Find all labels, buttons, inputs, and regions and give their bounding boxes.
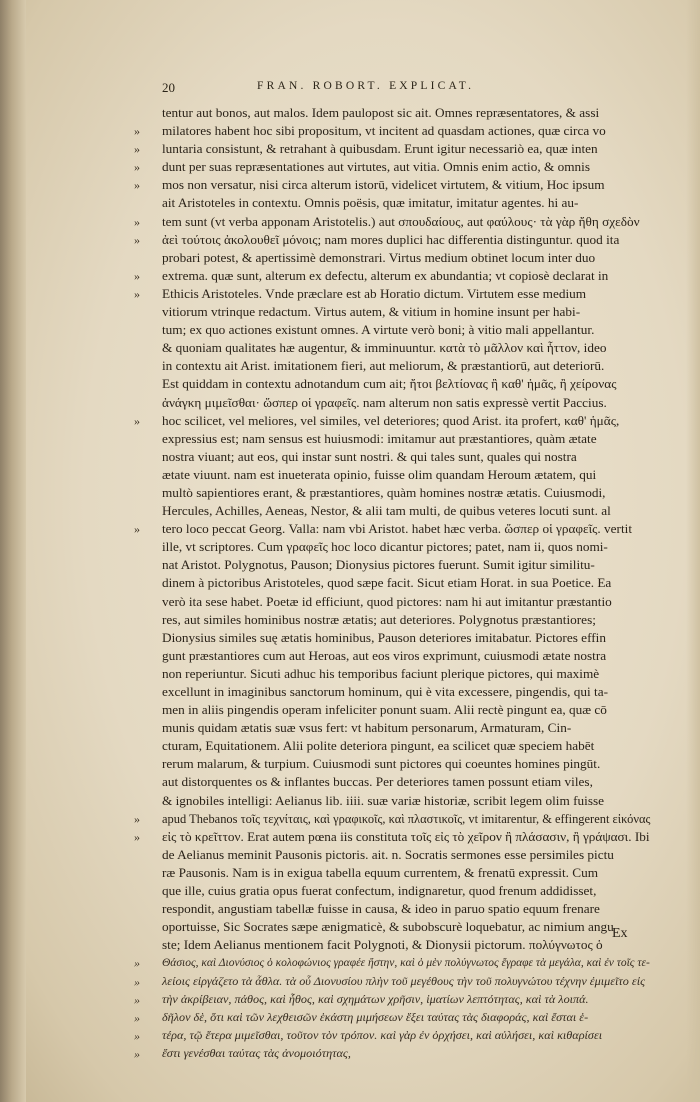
text-line (162, 430, 650, 448)
line-text: multò sapientiores erant, & præstantiores, quàm homines nostræ ætatis. Cuiusmodi, (162, 485, 606, 500)
text-line (162, 846, 650, 864)
quotation-marker: » (134, 142, 140, 157)
line-text: milatores habent hoc sibi propositum, vt incitent ad quasdam actiones, quæ circa vo (162, 124, 606, 139)
text-line (162, 629, 650, 647)
line-text: men in aliis pingendis operam infeliciter ponunt suam. Alii rectè pingunt ea, quæ cō (162, 703, 607, 718)
text-line (162, 792, 650, 810)
text-line (162, 339, 650, 357)
line-text: expressius est; nam sensus est huiusmodi: imitamur aut præstantiores, quàm ætate (162, 431, 597, 446)
line-text: oportuisse, Sic Socrates sæpe ænigmaticè, & subobscurè loquebatur, ac nimium angu (162, 920, 614, 935)
line-text: tum; ex quo actiones existunt omnes. A virtute verò boni; à vitio mali appellantur. (162, 323, 595, 338)
text-line (162, 683, 650, 701)
quotation-marker: » (134, 1046, 140, 1061)
text-line (162, 647, 650, 665)
line-text: & ignobiles intelligi: Aelianus lib. iiii. suæ variæ historiæ, scribit legem olim fuisse (162, 793, 605, 808)
line-text: & quoniam qualitates hæ augentur, & imminuuntur. κατὰ τὸ μᾶλλον καὶ ἧττον, ideo (162, 341, 607, 356)
text-line (134, 991, 650, 1009)
text-line (162, 701, 650, 719)
line-text: ste; Idem Aelianus mentionem facit Polygnoti, & Dionysii pictorum. πολύγνωτος ὁ (162, 938, 603, 953)
line-text: hoc scilicet, vel meliores, vel similes, vel deteriores; quod Arist. ita profert, καθ' ἡμᾶς, (162, 413, 620, 428)
line-text: Ethicis Aristoteles. Vnde præclare est ab Horatio dictum. Virtutem esse medium (162, 286, 587, 301)
quotation-marker: » (134, 1010, 140, 1025)
line-text: gunt præstantiores cum aut Heroas, aut eos viros exprimunt, cuiusmodi ætate nostra (162, 648, 607, 663)
text-line (134, 285, 650, 303)
line-text: tem sunt (vt verba apponam Aristotelis.) aut σπουδαίους, aut φαύλους· τὰ γὰρ ἤθη σχεδὸν (162, 214, 640, 229)
text-line (162, 882, 650, 900)
line-text: ἀεὶ τούτοις ἀκολουθεῖ μόνοις; nam mores duplici hac differentia distinguntur. quod ita (162, 232, 620, 247)
quotation-marker: » (134, 992, 140, 1007)
quotation-marker: » (134, 160, 140, 175)
text-line (162, 773, 650, 791)
text-line (162, 194, 650, 212)
text-line (134, 267, 650, 285)
text-line (162, 357, 650, 375)
text-line (162, 466, 650, 484)
line-text: dinem à pictoribus Aristoteles, quod sæpe facit. Sicut etiam Horat. in sua Poetice. Ea (162, 576, 612, 591)
line-text: Hercules, Achilles, Aeneas, Nestor, & alii tam multi, de quibus veteres locuti sunt. al (162, 504, 611, 519)
text-line (162, 321, 650, 339)
line-text: probari potest, & apertissimè demonstrari. Virtus medium obtinet locum inter duo (162, 250, 596, 265)
line-text: ἔστι γενέσθαι ταύτας τὰς ἀνομοιότητας, (162, 1047, 351, 1060)
text-line (162, 936, 650, 954)
text-line (134, 1045, 650, 1063)
line-text: extrema. quæ sunt, alterum ex defectu, alterum ex abundantia; vt copiosè declarat in (162, 268, 609, 283)
quotation-marker: » (134, 214, 140, 229)
text-line (162, 755, 650, 773)
quotation-marker: » (134, 268, 140, 283)
text-line (134, 520, 650, 538)
text-line (134, 176, 650, 194)
quotation-marker: » (134, 522, 140, 537)
line-text: εἰς τὸ κρεῖττον. Erat autem pœna iis constituta τοῖς εἰς τὸ χεῖρον ἢ πλάσασιν, ἢ γράψασι. Ibi (162, 829, 650, 844)
text-line (134, 140, 650, 158)
line-text: dunt per suas repræsentationes aut virtutes, aut vitia. Omnis enim actio, & omnis (162, 160, 590, 175)
line-text: ille, vt scriptores. Cum γραφεῖς hoc loco dicantur pictores; patet, nam ii, quos nomi- (162, 540, 608, 555)
line-text: mos non versatur, nisi circa alterum istorū, videlicet virtutem, & vitium, Hoc ipsum (162, 178, 605, 193)
quotation-marker: » (134, 286, 140, 301)
line-text: que ille, cuius gratia opus fuerat confectum, indignaretur, quod frenum addidisset, (162, 884, 597, 899)
quotation-marker: » (134, 178, 140, 193)
line-text: ræ Pausonis. Nam is in exigua tabella equum currentem, & frenatū expressit. Cum (162, 865, 599, 880)
text-line (134, 973, 650, 991)
line-text: δῆλον δὲ, ὅτι καὶ τῶν λεχθεισῶν ἑκάστη μιμήσεων ἕξει ταύτας τὰς διαφοράς, καὶ ἔσται ἑ- (162, 1011, 589, 1024)
line-text: munis quidam ætatis suæ vsus fert: vt habitum personarum, Armaturam, Cin- (162, 721, 572, 736)
body-text (134, 104, 651, 1063)
quotation-marker: » (134, 413, 140, 428)
text-line (162, 593, 650, 611)
page-gutter-shadow (0, 0, 26, 1102)
line-text: non reperiuntur. Sicuti adhuc his temporibus faciunt plerique pictores, qui maximè (162, 666, 600, 681)
line-text: de Aelianus meminit Pausonis pictoris. ait. n. Socratis sermones esse persimiles pictu (162, 847, 614, 862)
line-text: τὴν ἀκρίβειαν, πάθος, καὶ ἦθος, καὶ σχημάτων χρῆσιν, ἱματίων λεπτότητας, καὶ τὰ λοιπά. (162, 993, 589, 1006)
line-text: vitiorum vtrinque redactum. Virtus autem, & vitium in homine insunt per habi- (162, 305, 581, 320)
text-line (134, 1027, 650, 1045)
quotation-marker: » (134, 829, 140, 844)
text-line (134, 412, 650, 430)
quotation-marker: » (134, 974, 140, 989)
text-line (134, 213, 650, 231)
line-text: ætate viuunt. nam est inueterata opinio, fuisse olim quandam Heroum ætatem, qui (162, 467, 597, 482)
quotation-marker: » (134, 811, 140, 826)
running-title: FRAN. ROBORT. EXPLICAT. (257, 80, 475, 92)
text-line (134, 954, 650, 972)
line-text: ait Aristoteles in contextu. Omnis poësis, quæ imitatur, imitatur agentes. hi au- (162, 196, 579, 211)
text-line (162, 574, 650, 592)
line-text: nat Aristot. Polygnotus, Pauson; Dionysius pictores fuerunt. Sumit igitur similitu- (162, 558, 595, 573)
text-line (162, 538, 650, 556)
line-text: λείοις εἰργάζετο τὰ ἆθλα. τὰ οὖ Διονυσίου πλὴν τοῦ μεγέθους τὴν τοῦ πολυγνώτου τέχνην ἐμιμεῖτο εἰς (162, 975, 646, 988)
text-line (134, 158, 650, 176)
text-line (162, 375, 650, 393)
text-line (134, 1009, 650, 1027)
line-text: aut distorquentes os & inflantes buccas. Per deteriores tamen possunt etiam viles, (162, 775, 593, 790)
text-line (162, 918, 650, 936)
text-line (162, 104, 650, 122)
text-line (162, 484, 650, 502)
line-text: luntaria consistunt, & retrahant à quibusdam. Erunt igitur necessariò ea, quæ inten (162, 142, 598, 157)
line-text: verò ita sese habet. Poetæ id efficiunt, quod pictores: nam hi aut imitantur præstantio (162, 594, 612, 609)
text-line (162, 502, 650, 520)
text-line (162, 556, 650, 574)
line-text: res, aut similes hominibus nostræ ætatis; aut deteriores. Polygnotus præstantiores; (162, 612, 596, 627)
line-text: τέρα, τῷ ἕτερα μιμεῖσθαι, τοῦτον τὸν τρόπον. καὶ γὰρ ἐν ὀρχήσει, καὶ αὐλήσει, καὶ κιθαρίσει (162, 1029, 603, 1042)
text-line (134, 122, 650, 140)
text-line (162, 394, 650, 412)
line-text: apud Thebanos τοῖς τεχνίταις, καὶ γραφικοῖς, καὶ πλαστικοῖς, vt imitarentur, & effingerent εἰκόνας (162, 811, 651, 826)
text-line (162, 864, 650, 882)
text-line (134, 810, 651, 828)
page-edge (686, 0, 700, 1102)
line-text: rerum malarum, & turpium. Cuiusmodi sunt pictores qui coeuntes homines pingūt. (162, 757, 601, 772)
text-line (162, 611, 650, 629)
text-line (134, 828, 650, 846)
line-text: in contextu ait Arist. imitationem fieri, aut meliorum, & præstantiorū, aut deteriorū. (162, 359, 605, 374)
text-line (162, 900, 650, 918)
quotation-marker: » (134, 232, 140, 247)
line-text: tentur aut bonos, aut malos. Idem paulopost sic ait. Omnes repræsentatores, & assi (162, 106, 600, 120)
text-line (134, 231, 650, 249)
text-line (162, 249, 650, 267)
line-text: tero loco peccat Georg. Valla: nam vbi Aristot. habet hæc verba. ὥσπερ οἱ γραφεῖς. vertit (162, 522, 633, 537)
line-text: respondit, angustiam tabellæ fuisse in causa, & ideo in paruo spatio equum frenare (162, 902, 600, 917)
page-number: 20 (162, 80, 175, 95)
catchword: Ex (612, 926, 628, 941)
text-line (162, 719, 650, 737)
line-text: Est quiddam in contextu adnotandum cum ait; ἤτοι βελτίονας ἢ καθ' ἡμᾶς, ἢ χείρονας (162, 377, 617, 392)
text-line (162, 448, 650, 466)
text-line (162, 665, 650, 683)
text-line (162, 737, 650, 755)
text-line (162, 303, 650, 321)
line-text: nostra viuant; aut eos, qui instar sunt nostri. & qui tales sunt, quales qui nostra (162, 449, 577, 464)
line-text: cturam, Equitationem. Alii polite deteriora pingunt, ea scilicet quæ speciem habēt (162, 739, 595, 754)
page-header (162, 80, 642, 100)
quotation-marker: » (134, 1028, 140, 1043)
quotation-marker: » (134, 956, 140, 971)
line-text: Θάσιος, καὶ Διονύσιος ὁ κολοφώνιος γραφέε ἤστην, καὶ ὁ μὲν πολύγνωτος ἔγραφε τὰ μεγάλα, καὶ ἐν τοῖς τε- (162, 957, 650, 970)
line-text: ἀνάγκη μιμεῖσθαι· ὥσπερ οἱ γραφεῖς. nam alterum non satis expressè vertit Paccius. (162, 395, 607, 410)
line-text: excellunt in imaginibus sanctorum hominum, qui è vita excessere, pingendis, qui ta- (162, 685, 608, 699)
quotation-marker: » (134, 124, 140, 139)
line-text: Dionysius similes suę ætatis hominibus, Pauson deteriores imitabatur. Pictores effin (162, 630, 606, 645)
